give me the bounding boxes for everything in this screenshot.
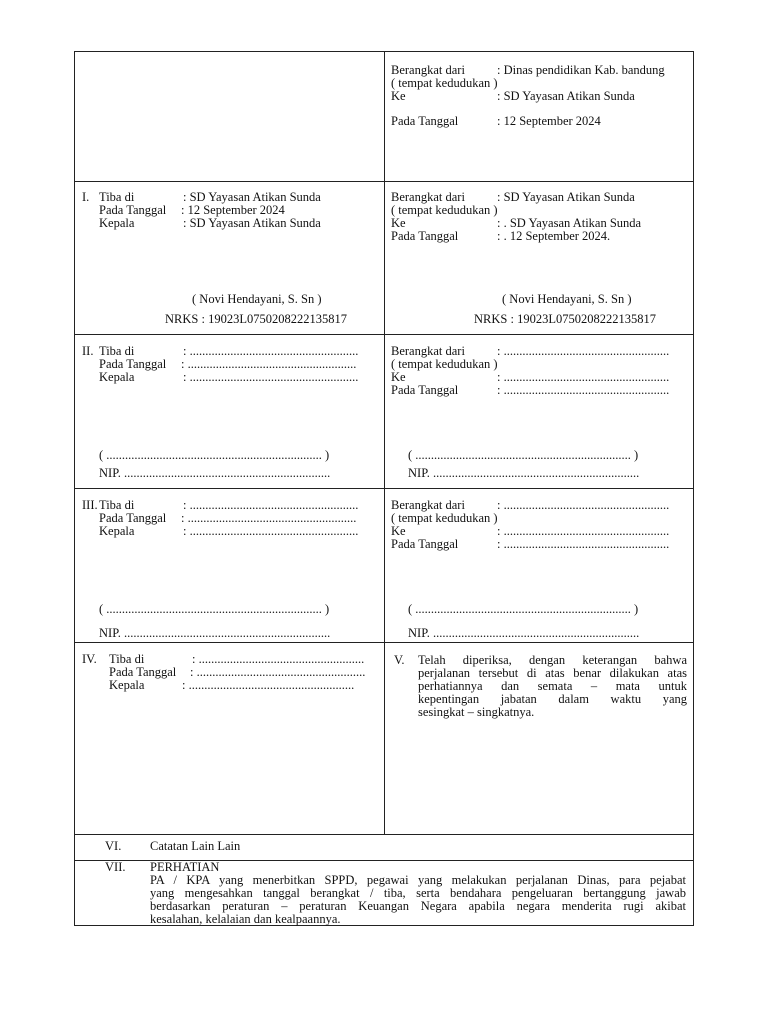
tiba-label: Tiba di: [109, 652, 145, 666]
pada-tanggal-label: Pada Tanggal: [391, 383, 459, 397]
verification-statement: Telah diperiksa, dengan keterangan bahwa perjalanan tersebut di atas benar dilakukan atas perhatiannya dan semata – mata untuk kepentingan jabatan dalam waktu yang sesingkat – singkatnya.: [418, 653, 687, 719]
pada-tanggal-label: Pada Tanggal: [391, 537, 459, 551]
tiba-label: Tiba di: [99, 498, 135, 512]
section-number: IV.: [82, 652, 97, 666]
kepala-value: : SD Yayasan Atikan Sunda: [183, 216, 321, 230]
ke-label: Ke: [391, 370, 406, 384]
tiba-dots: : ......................................................: [183, 498, 359, 512]
berangkat-label: Berangkat dari: [391, 498, 465, 512]
pada-tanggal-dots: : ......................................................: [190, 665, 366, 679]
tiba-label: Tiba di: [99, 344, 135, 358]
tiba-dots: : .....................................................: [192, 652, 365, 666]
pada-tanggal-dots: : ......................................................: [181, 511, 357, 525]
ke-dots: : .....................................................: [497, 370, 670, 384]
pada-tanggal-dots: : ......................................................: [181, 357, 357, 371]
kepala-dots: : ......................................................: [183, 370, 359, 384]
signer-name: ( Novi Hendayani, S. Sn ): [192, 292, 322, 306]
ke-value: : . SD Yayasan Atikan Sunda: [497, 216, 642, 230]
berangkat-value: : Dinas pendidikan Kab. bandung: [497, 63, 665, 77]
kepala-label: Kepala: [99, 524, 135, 538]
tiba-value: : SD Yayasan Atikan Sunda: [183, 190, 321, 204]
pada-tanggal-label: Pada Tanggal: [99, 511, 167, 525]
tempat-kedudukan-label: ( tempat kedudukan ): [391, 511, 498, 525]
ke-dots: : .....................................................: [497, 524, 670, 538]
kepala-label: Kepala: [99, 370, 135, 384]
kepala-dots: : ......................................................: [183, 524, 359, 538]
tiba-dots: : ......................................................: [183, 344, 359, 358]
nrks: NRKS : 19023L0750208222135817: [165, 312, 347, 326]
sppd-back-form: [74, 51, 694, 926]
kepala-dots: : .....................................................: [182, 678, 355, 692]
nrks: NRKS : 19023L0750208222135817: [474, 312, 656, 326]
nip-dots: NIP. ..................................................................: [408, 466, 640, 480]
pada-tanggal-dots: : .....................................................: [497, 537, 670, 551]
perhatian-text: PA / KPA yang menerbitkan SPPD, pegawai yang melakukan perjalanan Dinas, para pejabat yang mengesahkan tanggal berangkat / tiba, serta bendahara pengeluaran bertanggung jawab berdasarkan peraturan – peraturan Keuangan Negara apabila negara menderita rugi akibat kesalahan, kelalaian dan kealpaannya.: [150, 873, 686, 926]
section-number: III.: [82, 498, 98, 512]
nip-dots: NIP. ..................................................................: [99, 626, 331, 640]
pada-tanggal-label: Pada Tanggal: [391, 114, 459, 128]
ke-label: Ke: [391, 524, 406, 538]
pada-tanggal-label: Pada Tanggal: [99, 203, 167, 217]
tempat-kedudukan-label: ( tempat kedudukan ): [391, 76, 498, 90]
pada-tanggal-value: : 12 September 2024: [181, 203, 285, 217]
column-divider: [384, 52, 385, 834]
tempat-kedudukan-label: ( tempat kedudukan ): [391, 203, 498, 217]
perhatian-title: PERHATIAN: [150, 860, 220, 874]
pada-tanggal-value: : . 12 September 2024.: [497, 229, 611, 243]
kepala-label: Kepala: [109, 678, 145, 692]
kepala-label: Kepala: [99, 216, 135, 230]
section-number: V.: [394, 653, 405, 667]
signer-dots: ( ..................................................................... ): [99, 448, 330, 462]
signer-dots: ( ..................................................................... ): [99, 602, 330, 616]
row-divider: [75, 834, 693, 835]
berangkat-label: Berangkat dari: [391, 63, 465, 77]
catatan-title: Catatan Lain Lain: [150, 839, 241, 853]
pada-tanggal-label: Pada Tanggal: [109, 665, 177, 679]
signer-dots: ( ..................................................................... ): [408, 602, 639, 616]
berangkat-dots: : .....................................................: [497, 498, 670, 512]
signer-dots: ( ..................................................................... ): [408, 448, 639, 462]
berangkat-dots: : .....................................................: [497, 344, 670, 358]
berangkat-label: Berangkat dari: [391, 190, 465, 204]
section-number: VII.: [105, 860, 126, 874]
berangkat-label: Berangkat dari: [391, 344, 465, 358]
berangkat-value: : SD Yayasan Atikan Sunda: [497, 190, 635, 204]
ke-label: Ke: [391, 216, 406, 230]
section-number: II.: [82, 344, 94, 358]
nip-dots: NIP. ..................................................................: [99, 466, 331, 480]
nip-dots: NIP. ..................................................................: [408, 626, 640, 640]
ke-value: : SD Yayasan Atikan Sunda: [497, 89, 635, 103]
pada-tanggal-label: Pada Tanggal: [391, 229, 459, 243]
pada-tanggal-label: Pada Tanggal: [99, 357, 167, 371]
signer-name: ( Novi Hendayani, S. Sn ): [502, 292, 632, 306]
tiba-label: Tiba di: [99, 190, 135, 204]
tempat-kedudukan-label: ( tempat kedudukan ): [391, 357, 498, 371]
ke-label: Ke: [391, 89, 406, 103]
pada-tanggal-dots: : .....................................................: [497, 383, 670, 397]
section-number: VI.: [105, 839, 122, 853]
section-number: I.: [82, 190, 90, 204]
pada-tanggal-value: : 12 September 2024: [497, 114, 601, 128]
